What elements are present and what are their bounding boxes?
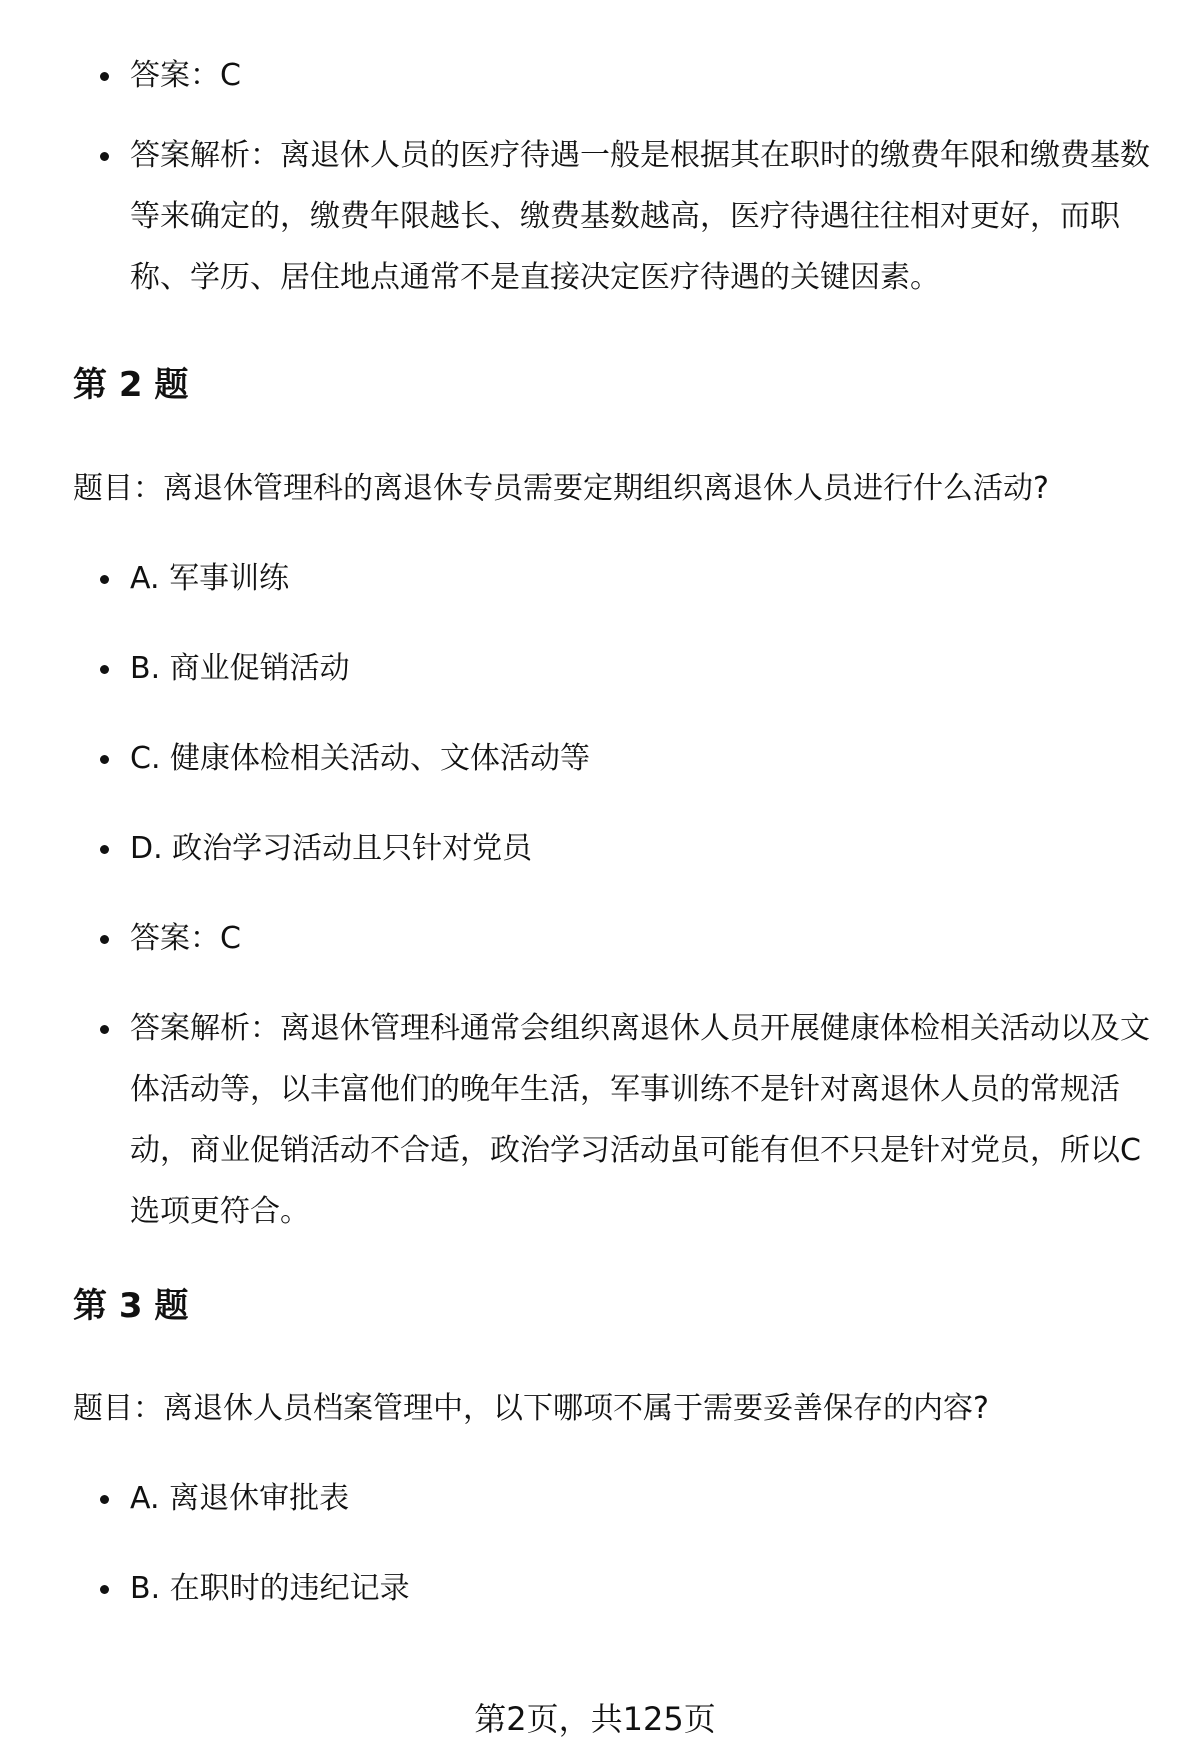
bullet-dot [100, 152, 109, 161]
q2-analysis: 答案解析：离退休管理科通常会组织离退休人员开展健康体检相关活动以及文体活动等，以丰富他们的晚年生活，军事训练不是针对离退休人员的常规活动，商业促销活动不合适，政治学习活动虽可能有但不只是针对党员，所以C选项更符合。 [130, 1011, 1150, 1229]
q1-answer-item [100, 45, 1155, 106]
page-number: 第2页，共125页 [474, 1700, 716, 1738]
bullet-dot [100, 1495, 109, 1504]
bullet-dot [100, 72, 109, 81]
option-text: C. 健康体检相关活动、文体活动等 [130, 741, 591, 776]
bullet-dot [100, 845, 109, 854]
option-text: D. 政治学习活动且只针对党员 [130, 831, 533, 866]
q2-question: 题目：离退休管理科的离退休专员需要定期组织离退休人员进行什么活动? [73, 471, 1049, 506]
bullet-dot [100, 1025, 109, 1034]
q3-option-a [100, 1468, 1155, 1529]
q1-answer: 答案：C [130, 58, 241, 93]
q2-answer-item [100, 908, 1155, 969]
q1-analysis-item [100, 125, 1155, 308]
q2-analysis-item [100, 998, 1155, 1242]
q1-analysis: 答案解析：离退休人员的医疗待遇一般是根据其在职时的缴费年限和缴费基数等来确定的，缴费年限越长、缴费基数越高，医疗待遇往往相对更好，而职称、学历、居住地点通常不是直接决定医疗待遇的关键因素。 [130, 138, 1150, 295]
option-text: B. 在职时的违纪记录 [130, 1571, 410, 1606]
q2-heading: 第 2 题 [73, 365, 189, 405]
q2-option-b [100, 638, 1155, 699]
option-text: A. 离退休审批表 [130, 1481, 350, 1516]
option-text: B. 商业促销活动 [130, 651, 350, 686]
bullet-dot [100, 575, 109, 584]
bullet-dot [100, 665, 109, 674]
q2-option-a [100, 548, 1155, 609]
bullet-dot [100, 935, 109, 944]
q2-option-d [100, 818, 1155, 879]
q3-heading: 第 3 题 [73, 1286, 189, 1326]
option-text: A. 军事训练 [130, 561, 290, 596]
bullet-dot [100, 755, 109, 764]
q3-option-b [100, 1558, 1155, 1619]
bullet-dot [100, 1585, 109, 1594]
q3-question: 题目：离退休人员档案管理中，以下哪项不属于需要妥善保存的内容? [73, 1391, 989, 1426]
q2-option-c [100, 728, 1155, 789]
q2-answer: 答案：C [130, 921, 241, 956]
